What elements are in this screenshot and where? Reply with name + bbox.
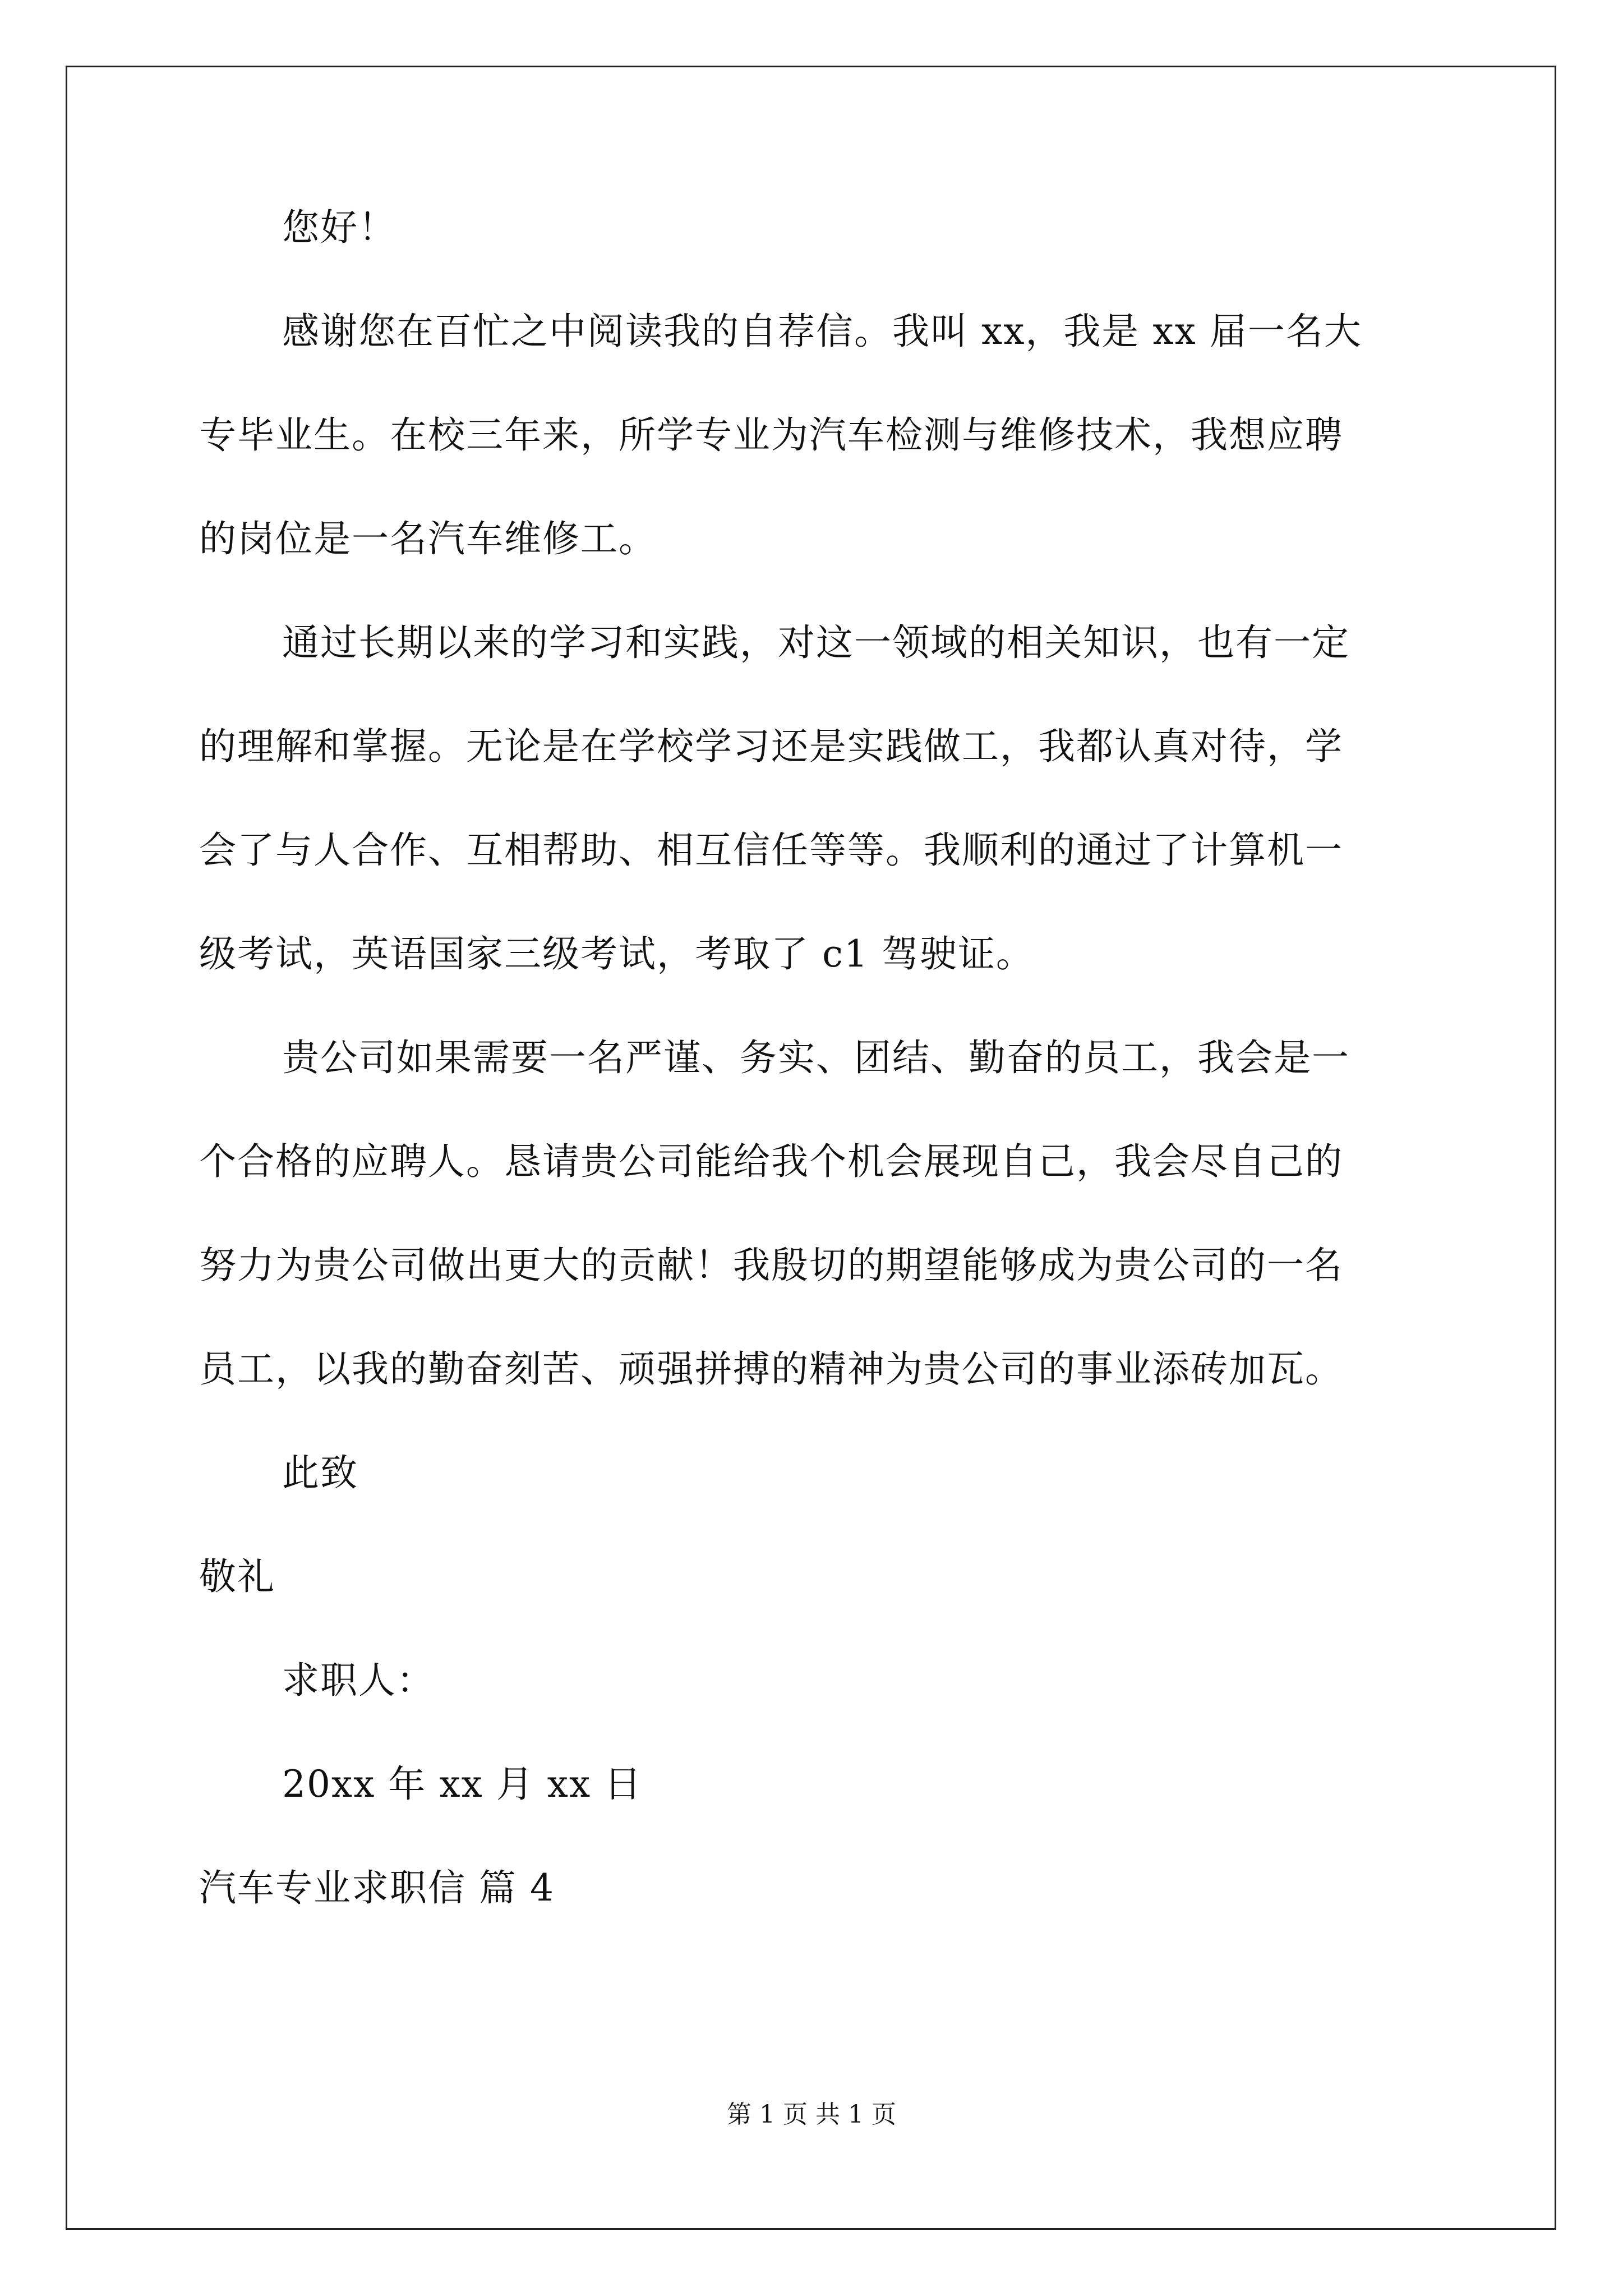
paragraph-3-line-4: 员工，以我的勤奋刻苦、顽强拼搏的精神为贵公司的事业添砖加瓦。 (199, 1347, 1343, 1391)
next-section-heading: 汽车专业求职信 篇 4 (199, 1866, 555, 1910)
paragraph-1-line-3: 的岗位是一名汽车维修工。 (199, 517, 657, 560)
page-footer: 第 1 页 共 1 页 (727, 2100, 896, 2129)
letter-date: 20xx 年 xx 月 xx 日 (282, 1763, 643, 1806)
closing-respect: 敬礼 (199, 1555, 275, 1598)
paragraph-3-line-1: 贵公司如果需要一名严谨、务实、团结、勤奋的员工，我会是一 (282, 1036, 1350, 1079)
closing-salutation: 此致 (282, 1451, 358, 1494)
paragraph-1-line-2: 专毕业生。在校三年来，所学专业为汽车检测与维修技术，我想应聘 (199, 413, 1343, 457)
paragraph-3-line-2: 个合格的应聘人。恳请贵公司能给我个机会展现自己，我会尽自己的 (199, 1140, 1343, 1183)
paragraph-3-line-3: 努力为贵公司做出更大的贡献！我殷切的期望能够成为贵公司的一名 (199, 1244, 1343, 1287)
paragraph-2-line-4: 级考试，英语国家三级考试，考取了 c1 驾驶证。 (199, 932, 1034, 976)
greeting: 您好！ (282, 206, 396, 249)
signature-label: 求职人： (282, 1659, 435, 1702)
paragraph-2-line-1: 通过长期以来的学习和实践，对这一领域的相关知识，也有一定 (282, 621, 1350, 664)
paragraph-1-line-1: 感谢您在百忙之中阅读我的自荐信。我叫 xx，我是 xx 届一名大 (282, 310, 1362, 353)
paragraph-2-line-2: 的理解和掌握。无论是在学校学习还是实践做工，我都认真对待，学 (199, 725, 1343, 768)
paragraph-2-line-3: 会了与人合作、互相帮助、相互信任等等。我顺利的通过了计算机一 (199, 829, 1343, 872)
